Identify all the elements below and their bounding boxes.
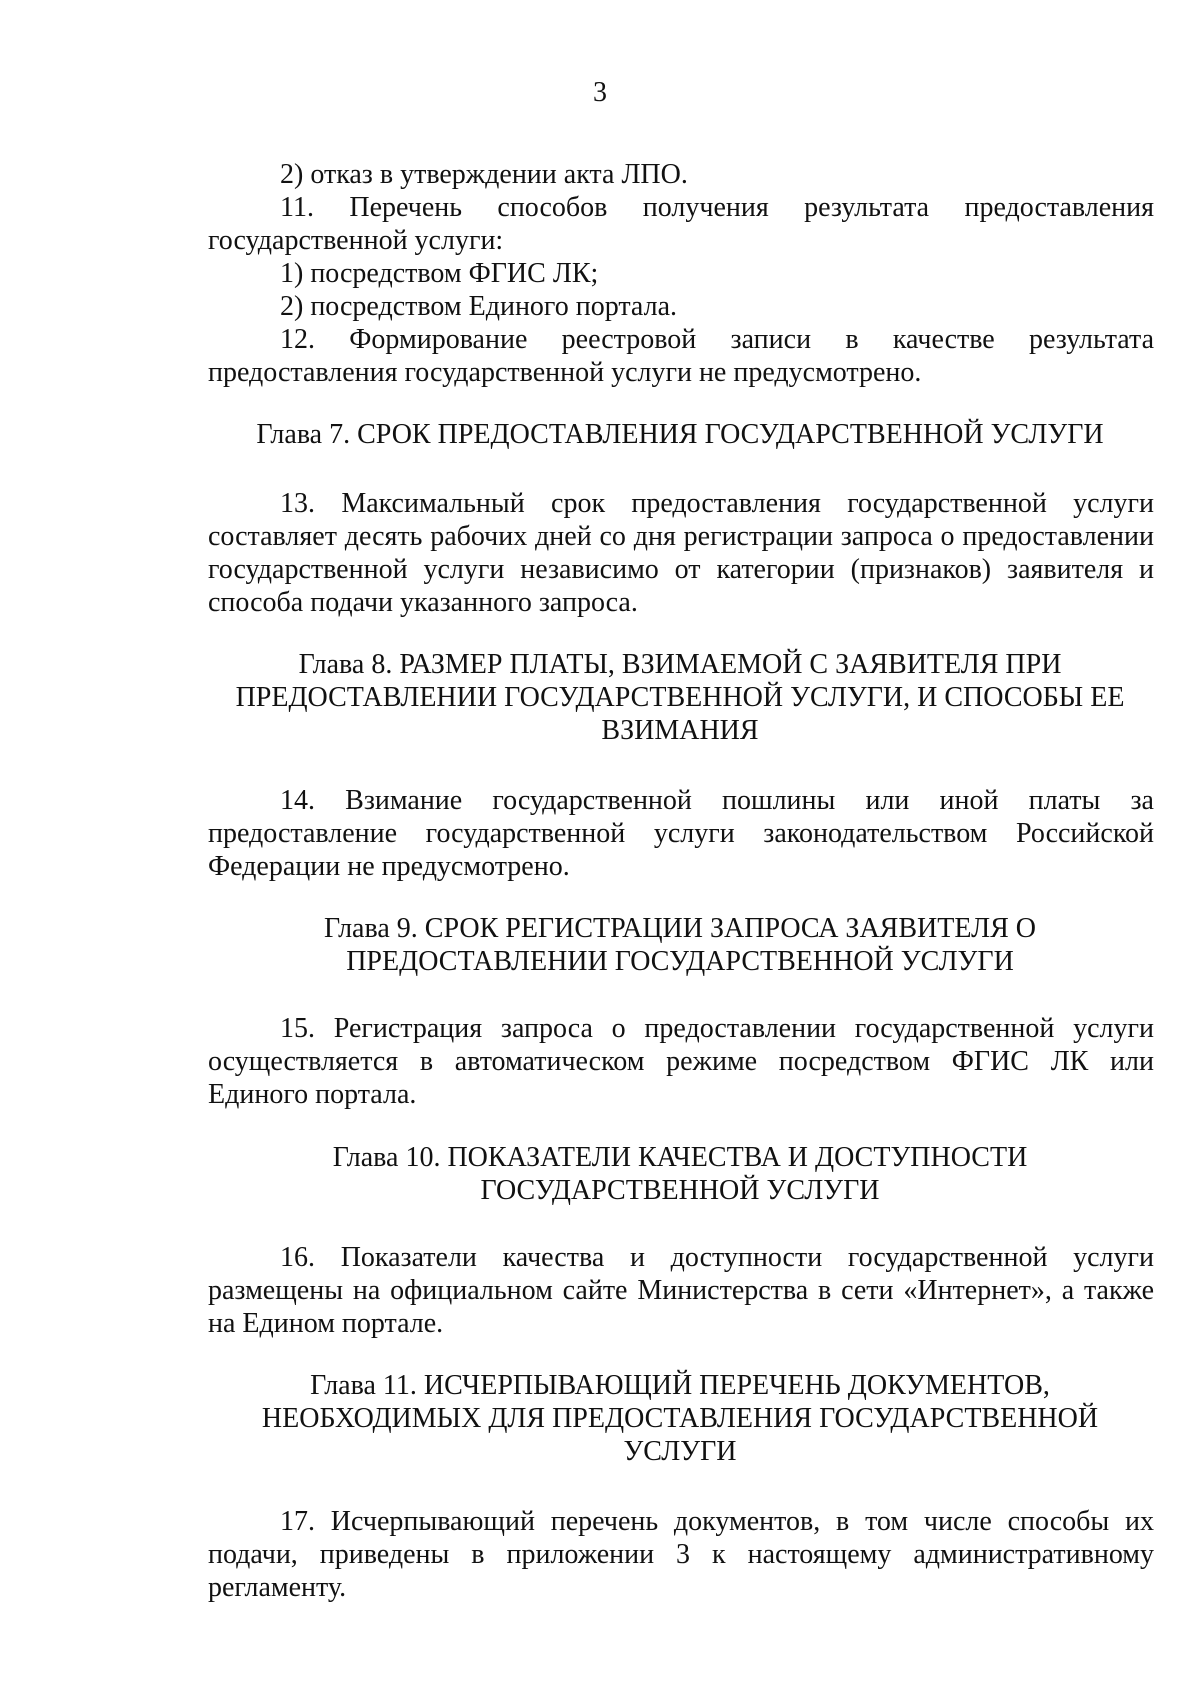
page-number: 3 (593, 77, 607, 108)
paragraph-15: 15. Регистрация запроса о предоставлении государственной услуги осуществляется в автоматическом режиме посредством ФГИС ЛК или Единого портала. (208, 1013, 1154, 1110)
paragraph-13: 13. Максимальный срок предоставления государственной услуги составляет десять рабочих дней со дня регистрации запроса о предоставлении государственной услуги независимо от категории (признаков) заявителя и способа подачи указанного запроса. (208, 488, 1154, 618)
paragraph-11-item-2: 2) посредством Единого портала. (280, 291, 677, 322)
paragraph-14: 14. Взимание государственной пошлины или иной платы за предоставление государственной услуги законодательством Российской Федерации не предусмотрено. (208, 785, 1154, 882)
chapter-11-heading: Глава 11. ИСЧЕРПЫВАЮЩИЙ ПЕРЕЧЕНЬ ДОКУМЕНТОВ, НЕОБХОДИМЫХ ДЛЯ ПРЕДОСТАВЛЕНИЯ ГОСУДАРСТВЕННОЙ УСЛУГИ (261, 1370, 1099, 1467)
paragraph-16: 16. Показатели качества и доступности государственной услуги размещены на официальном сайте Министерства в сети «Интернет», а также на Едином портале. (208, 1242, 1154, 1339)
paragraph-10-item-2: 2) отказ в утверждении акта ЛПО. (280, 159, 688, 190)
chapter-8-heading: Глава 8. РАЗМЕР ПЛАТЫ, ВЗИМАЕМОЙ С ЗАЯВИТЕЛЯ ПРИ ПРЕДОСТАВЛЕНИИ ГОСУДАРСТВЕННОЙ УСЛУГИ, И СПОСОБЫ ЕЕ ВЗИМАНИЯ (235, 649, 1125, 746)
paragraph-12: 12. Формирование реестровой записи в качестве результата предоставления государственной услуги не предусмотрено. (208, 324, 1154, 388)
chapter-7-heading: Глава 7. СРОК ПРЕДОСТАВЛЕНИЯ ГОСУДАРСТВЕННОЙ УСЛУГИ (256, 419, 1104, 450)
paragraph-17: 17. Исчерпывающий перечень документов, в том числе способы их подачи, приведены в приложении 3 к настоящему административному регламенту. (208, 1506, 1154, 1603)
chapter-9-heading: Глава 9. СРОК РЕГИСТРАЦИИ ЗАПРОСА ЗАЯВИТЕЛЯ О ПРЕДОСТАВЛЕНИИ ГОСУДАРСТВЕННОЙ УСЛУГИ (324, 913, 1036, 977)
paragraph-11: 11. Перечень способов получения результата предоставления государственной услуги: (208, 192, 1154, 256)
section-results-list (208, 158, 1154, 389)
paragraph-11-item-1: 1) посредством ФГИС ЛК; (280, 258, 599, 289)
chapter-10-heading: Глава 10. ПОКАЗАТЕЛИ КАЧЕСТВА И ДОСТУПНОСТИ ГОСУДАРСТВЕННОЙ УСЛУГИ (332, 1142, 1028, 1206)
